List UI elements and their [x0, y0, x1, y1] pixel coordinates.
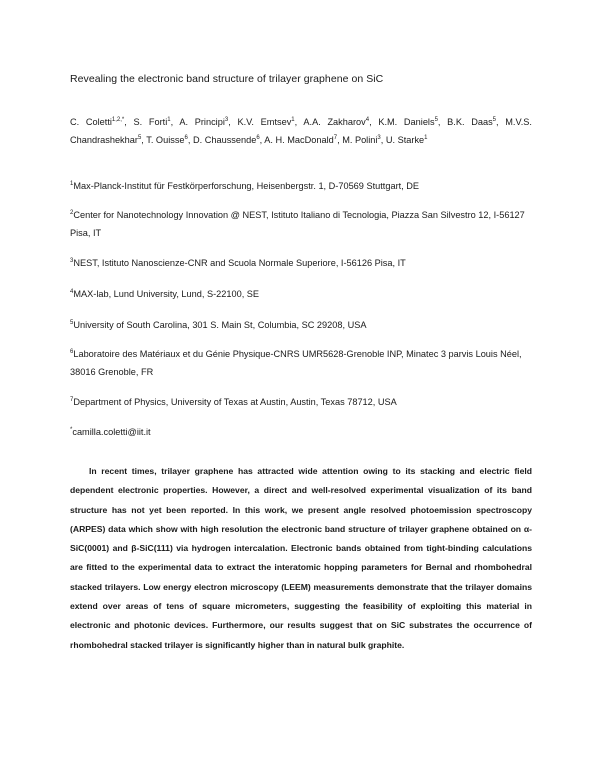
affiliation-6: $^6$Laboratoire des Matériaux et du Génie Physique-CNRS UMR5628-Grenoble INP, Minatec 3 parvis Louis Néel, 38016 Grenoble, FR [70, 348, 522, 377]
author: K.M. Daniels$^5$ [378, 116, 438, 127]
author-list: C. Coletti$^{1,2,*}$, S. Forti$^1$, A. Principi$^3$, K.V. Emtsev$^1$, A.A. Zakharov$^4$, K.M. Daniels$^5$, B.K. Daas$^5$, M.V.S. Chandrashekhar$^5$, T. Ouisse$^6$, D. Chaussende$^6$, A. H. MacDonald$^7$, M. Polini$^3$, U. Starke$^1$ [70, 116, 532, 145]
author: T. Ouisse$^6$ [146, 134, 188, 145]
affiliation-3: $^3$NEST, Istituto Nanoscienze-CNR and Scuola Normale Superiore, I-56126 Pisa, IT [70, 257, 406, 268]
author: S. Forti$^1$ [133, 116, 171, 127]
author: B.K. Daas$^5$ [447, 116, 497, 127]
affiliation-1: $^1$Max-Planck-Institut für Festkörperforschung, Heisenbergstr. 1, D-70569 Stuttgart, DE [70, 180, 420, 191]
author: K.V. Emtsev$^1$ [237, 116, 295, 127]
author: M. Polini$^3$ [342, 134, 381, 145]
affiliation-5: $^5$University of South Carolina, 301 S. Main St, Columbia, SC 29208, USA [70, 319, 367, 330]
author: D. Chaussende$^6$ [192, 134, 260, 145]
affiliation-2: $^2$Center for Nanotechnology Innovation @ NEST, Istituto Italiano di Tecnologia, Piazza San Silvestro 12, I-56127 Pisa, IT [70, 209, 525, 238]
author: A. Principi$^3$ [179, 116, 229, 127]
author: A. H. MacDonald$^7$ [264, 134, 338, 145]
author: A.A. Zakharov$^4$ [303, 116, 370, 127]
affiliation-4: $^4$MAX-lab, Lund University, Lund, S-22100, SE [70, 288, 260, 299]
author: U. Starke$^1$ [385, 134, 428, 145]
corresponding-email: *camilla.coletti@iit.it [70, 426, 151, 437]
affiliation-7: $^7$Department of Physics, University of Texas at Austin, Austin, Texas 78712, USA [70, 396, 397, 407]
paper-title: Revealing the electronic band structure of trilayer graphene on SiC [70, 73, 384, 85]
abstract-paragraph: In recent times, trilayer graphene has attracted wide attention owing to its stacking and electric field dependent electronic properties. However, a direct and well-resolved experimental visualization of its band structure has not yet been reported. In this work, we present angle resolved photoemission spectroscopy (ARPES) data which show with high resolution the electronic band structure of trilayer graphene obtained on α-SiC(0001) and β-SiC(111) via hydrogen intercalation. Electronic bands obtained from tight-binding calculations are fitted to the experimental data to extract the interatomic hopping parameters for Bernal and rhombohedral stacked trilayers. Low energy electron microscopy (LEEM) measurements demonstrate that the trilayer domains extend over areas of tens of square micrometers, suggesting the feasibility of exploiting this material in electronic and photonic devices. Furthermore, our results suggest that on SiC substrates the occurrence of rhombohedral stacked trilayer is significantly higher than in natural bulk graphite. [70, 466, 532, 650]
author: C. Coletti$^{1,2,*}$ [70, 116, 125, 127]
author: M.V.S. Chandrashekhar$^5$ [70, 117, 532, 145]
